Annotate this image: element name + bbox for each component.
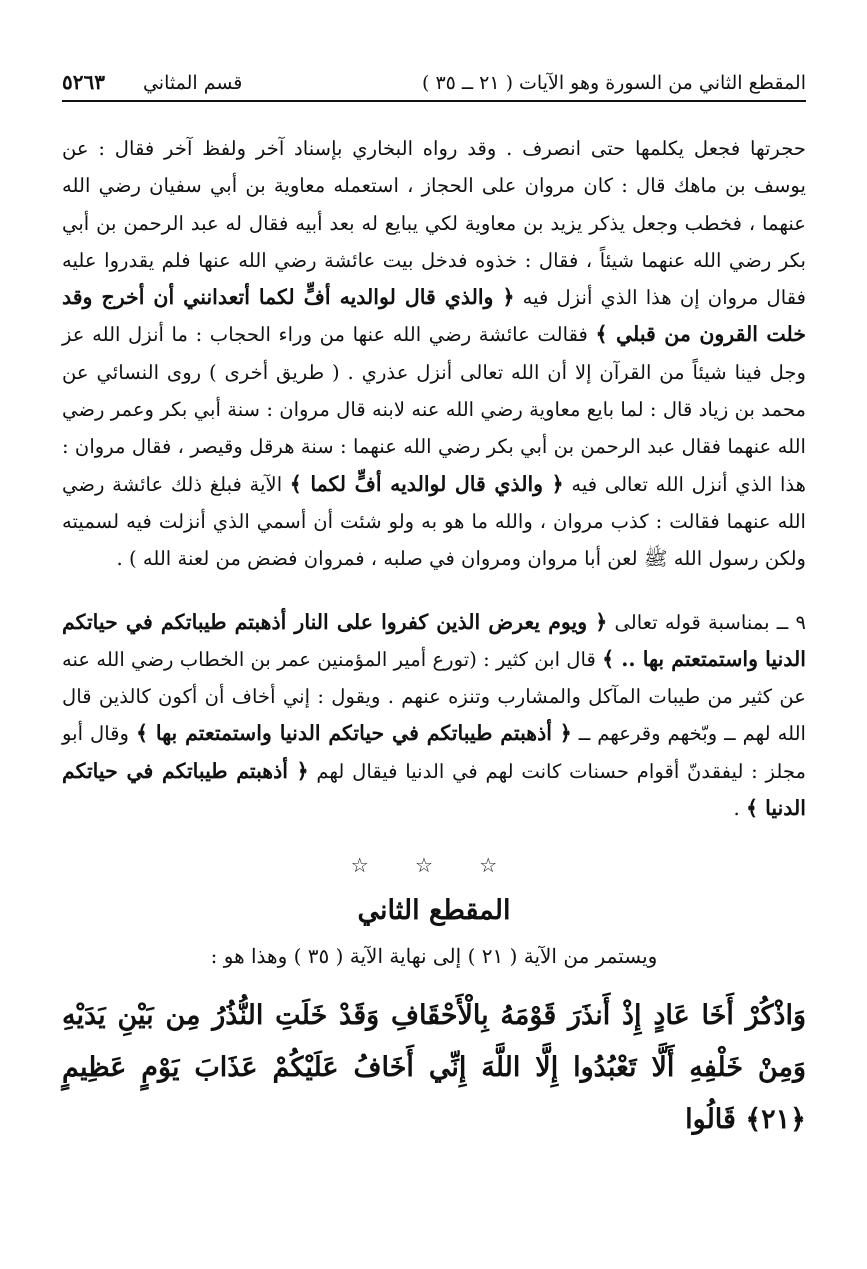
text-segment: قال ابن كثير : (تورع أمير المؤمنين عمر بن الخطاب رضي الله عنه عن كثير من طيبات المآكل والمشارب وتنزه عنهم . ويقول : إني أخاف أن أكون كالذين قال الله لهم ــ وبّخهم وقرعهم ــ [62, 647, 806, 746]
text-segment: ٩ ــ بمناسبة قوله تعالى [607, 610, 806, 634]
quran-quote: ﴿ ويوم يعرض الذين كفروا على النار أذهبتم طيباتكم في حياتكم الدنيا واستمتعتم بها .. ﴾ [62, 609, 806, 671]
section-intro: ويستمر من الآية ( ٢١ ) إلى نهاية الآية ( ٣٥ ) وهذا هو : [210, 944, 658, 969]
quran-quote: ﴿ أذهبتم طيباتكم في حياتكم الدنيا واستمتعتم بها ﴾ [135, 721, 572, 746]
paragraph-note-9 [62, 604, 806, 828]
section-title: المقطع الثاني [357, 895, 511, 927]
quran-quote: ﴿ والذي قال لوالديه أفٍّ لكما ﴾ [289, 471, 564, 496]
stars-divider: ☆ ☆ ☆ [350, 853, 518, 878]
text-segment: وقال أبو مجلز : ليفقدنّ أقوام حسنات كانت لهم في الدنيا فيقال لهم [62, 722, 806, 783]
text-segment: الآية فبلغ ذلك عائشة رضي الله عنهما فقالت : كذب مروان ، والله ما هو به ولو شئت أن أسمي الذي أنزلت فيه لسميته ولكن رسول الله ﷺ لعن أبا مروان ومروان في صلبه ، فمروان فضض من لعنة الله ) . [62, 472, 806, 571]
text-segment: حجرتها فجعل يكلمها حتى انصرف . وقد رواه البخاري بإسناد آخر ولفظ آخر فقال : عن يوسف بن ماهك قال : كان مروان على الحجاز ، استعمله معاوية بن أبي سفيان رضي الله عنهما ، فخطب وجعل يذكر يزيد بن معاوية لكي يبايع له بعد أبيه فقال له عبد الرحمن بن أبي بكر رضي الله عنهما شيئاً ، فقال : خذوه فدخل بيت عائشة رضي الله عنها فلم يقدروا عليه فقال مروان إن هذا الذي أنزل فيه [62, 137, 807, 310]
header-section: قسم المثاني [142, 72, 243, 94]
text-segment: . [733, 797, 746, 821]
paragraph-hadith [62, 130, 806, 578]
header-left [62, 70, 242, 94]
text-segment: فقالت عائشة رضي الله عنها من وراء الحجاب : ما أنزل الله عز وجل فينا شيئاً من القرآن إلا أن الله تعالى أنزل عذري . ( طريق أخرى ) روى النسائي عن محمد بن زياد قال : لما بايع معاوية رضي الله عنه لابنه قال مروان : سنة أبي بكر وعمر رضي الله عنهما فقال عبد الرحمن بن أبي بكر رضي الله عنهما : سنة هرقل وقيصر ، فقال مروان : هذا الذي أنزل الله تعالى فيه [62, 323, 807, 496]
quran-verse: وَاذْكُرْ أَخَا عَادٍ إِذْ أَنذَرَ قَوْمَهُ بِالْأَحْقَافِ وَقَدْ خَلَتِ النُّذُرُ مِن بَيْنِ يَدَيْهِ وَمِنْ خَلْفِهِ أَلَّا تَعْبُدُوا إِلَّا اللَّهَ إِنِّي أَخَافُ عَلَيْكُمْ عَذَابَ يَوْمٍ عَظِيمٍ ﴿٢١﴾ قَالُوا [62, 1000, 806, 1136]
page-header [62, 58, 806, 102]
header-title: المقطع الثاني من السورة وهو الآيات ( ٢١ ــ ٣٥ ) [422, 72, 806, 94]
quran-quote: ﴿ أذهبتم طيباتكم في حياتكم الدنيا ﴾ [62, 758, 806, 821]
page-number: ٥٢٦٣ [62, 70, 105, 94]
quran-quote: ﴿ والذي قال لوالديه أفٍّ لكما أتعدانني أن أخرج وقد خلت القرون من قبلي ﴾ [62, 285, 806, 347]
page [62, 58, 806, 1146]
